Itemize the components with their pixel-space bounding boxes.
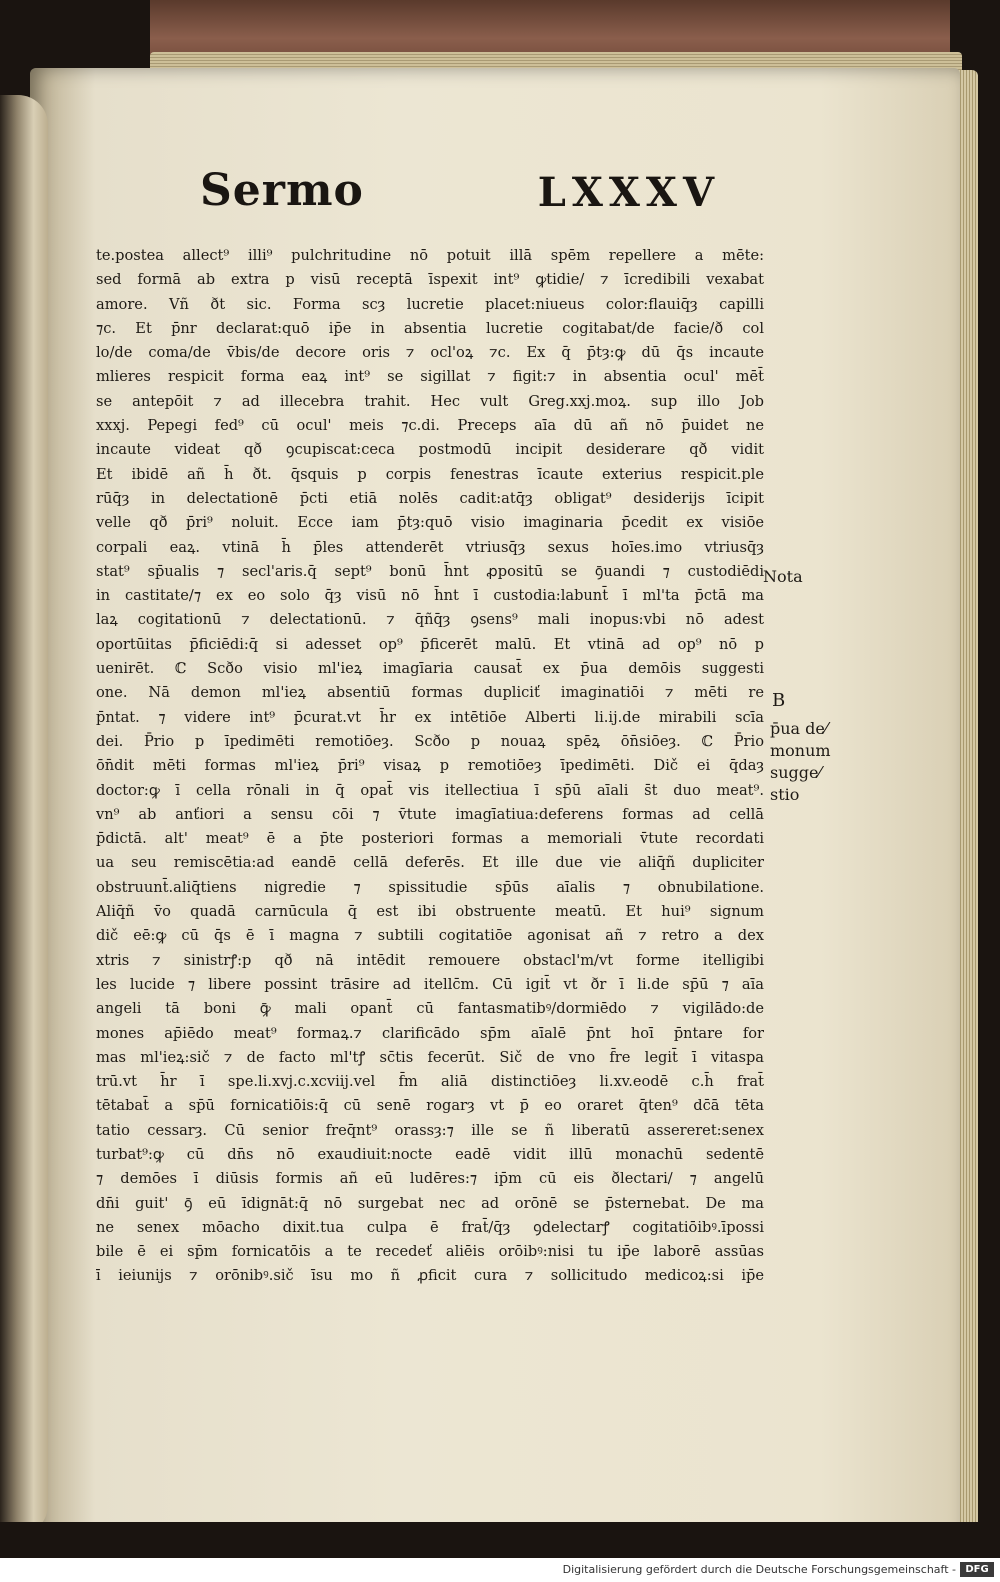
text-line: lo/de coma/de v̄bis/de decore oris ⁊ ocl'oꝝ ⁊c. Ex q̄ p̄tȝ:ꝙ dū q̄s incaute <box>96 344 764 362</box>
text-line: incaute videat qð ꝯcupiscat:ceca postmodū incipit desiderare qð vidit <box>96 441 764 459</box>
text-line: ōn̄dit mēti formas ml'ieꝝ p̄ri⁹ visaꝝ p remotiōeȝ īpedimēti. Dič ei q̄daȝ <box>96 757 764 775</box>
text-line: Et ibidē añ h̄ ðt. q̄squis p corpis fenestras īcaute exterius respicit.ple <box>96 465 764 483</box>
body-text <box>96 244 764 1289</box>
margin-note-line: monum <box>770 741 831 760</box>
text-line: ī ieiunijs ⁊ orōnibꝰ.sič īsu mo ñ ꝓficit cura ⁊ sollicitudo medicoꝝ:si ip̄e <box>96 1267 764 1285</box>
footer-credit: Digitalisierung gefördert durch die Deutsche Forschungsgemeinschaft - <box>562 1563 956 1576</box>
text-line: dič eē:ꝙ cū q̄s ē ī magna ⁊ subtili cogitatiōe agonisat añ ⁊ retro a dex <box>96 927 764 945</box>
text-line: doctor:ꝙ ī cella rōnali in q̄ opat̄ vis itellectiua ī sp̄ū aīali s̄t duo meat⁹. <box>96 781 764 799</box>
text-line: stat⁹ sp̄ualis ⁊ secl'aris.q̄ sept⁹ bonū h̄nt ꝓpositū se ꝯ̄uandi ⁊ custodiēdi <box>96 562 764 580</box>
dfg-logo: DFG <box>960 1562 994 1577</box>
text-line: one. Nā demon ml'ieꝝ absentiū formas dupliciť imaginatiōi ⁊ mēti re <box>96 684 764 702</box>
margin-note-pua-demonum <box>770 718 831 806</box>
text-line: in castitate/⁊ ex eo solo q̄ȝ visū nō h̄nt ī custodia:labunt̄ ī ml'ta p̄ctā ma <box>96 587 764 605</box>
text-line: dei. P̄rio p īpedimēti remotiōeȝ. Scðo p nouaꝝ spēꝝ ōn̄siōeȝ. ℂ P̄rio <box>96 732 764 750</box>
text-line: te.postea allect⁹ illi⁹ pulchritudine nō potuit illā spēm repellere a mēte: <box>96 247 764 264</box>
text-line: amore. Vñ ðt sic. Forma scȝ lucretie placet:niueus color:flauiq̄ȝ capilli <box>96 295 764 313</box>
text-line: sed formā ab extra p visū receptā īspexit int⁹ ꝙtidie/ ⁊ īcredibili vexabat <box>96 271 764 289</box>
text-line: bile ē ei sp̄m fornicatōis a te recedeť aliēis orōibꝰ:nisi tu ip̄e laborē assūas <box>96 1243 764 1261</box>
text-line: rūq̄ȝ in delectationē p̄cti etiā nolēs cadit:atq̄ȝ obligat⁹ desiderijs īcipit <box>96 489 764 507</box>
text-line: Aliq̄ñ v̄o quadā carnūcula q̄ est ibi obstruente meatū. Et hui⁹ signum <box>96 903 764 921</box>
text-line: tētabat̄ a sp̄ū fornicatiōis:q̄ cū senē rogarȝ vt p̄ eo oraret q̄ten⁹ dc̄ā tēta <box>96 1097 764 1115</box>
text-line: les lucide ⁊ libere possint trāsire ad itellc̄m. Cū igit̄ vt ðr ī li.de sp̄ū ⁊ aīa <box>96 975 764 993</box>
running-head-folio: LXXXV <box>537 169 720 216</box>
margin-note-line: sugge⁄ <box>770 763 822 782</box>
text-line: uenirēt. ℂ Scðo visio ml'ieꝝ imagīaria causat̄ ex p̄ua demōis suggesti <box>96 660 764 678</box>
running-head-title: Sermo <box>200 165 364 216</box>
text-line: turbat⁹:ꝙ cū dn̄s nō exaudiuit:nocte eadē vidit illū monachū sedentē <box>96 1145 764 1163</box>
text-line: laꝝ cogitationū ⁊ delectationū. ⁊ q̄ñq̄ȝ ꝯsens⁹ mali inopus:vbi nō adest <box>96 611 764 629</box>
text-line: velle qð p̄ri⁹ noluit. Ecce iam p̄tȝ:quō visio imaginaria p̄cedit ex visiōe <box>96 514 764 532</box>
text-line: dn̄i guit' ꝯ̄ eū īdignāt:q̄ nō surgebat nec ad orōnē se p̄sternebat. De ma <box>96 1194 764 1212</box>
text-line: p̄ntat. ⁊ videre int⁹ p̄curat.vt h̄r ex intētiōe Alberti li.ij.de mirabili scīa <box>96 708 764 726</box>
text-line: ⁊c. Et p̄nr declarat:quō ip̄e in absentia lucretie cogitabat/de facie/ð col <box>96 319 764 337</box>
text-line: ne senex mōacho dixit.tua culpa ē frat̄/q̄ȝ ꝯdelectarꝭ cogitatiōibꝰ.īpossi <box>96 1218 764 1236</box>
margin-note-section-mark: B <box>772 690 786 711</box>
text-line: tatio cessarȝ. Cū senior freq̄nt⁹ orassȝ:⁊ ille se ñ liberatū assereret:senex <box>96 1121 764 1139</box>
text-line: oportūitas p̄ficiēdi:q̄ si adesset op⁹ p̄ficerēt malū. Et vtinā ad op⁹ nō p <box>96 635 764 653</box>
text-line: se antepōit ⁊ ad illecebra trahit. Hec vult Greg.xxj.moꝝ. sup illo Job <box>96 392 764 410</box>
footer-bar <box>0 1558 1000 1582</box>
left-page-curl <box>0 95 48 1535</box>
text-line: obstruunt̄.aliq̄tiens nigredie ⁊ spissitudie sp̄ūs aīalis ⁊ obnubilatione. <box>96 878 764 896</box>
text-line: xtris ⁊ sinistrꝭ:p qð nā intēdit remouere obstacl'm/vt forme itelligibi <box>96 951 764 969</box>
text-line: vn⁹ ab anťiori a sensu cōi ⁊ v̄tute imagīatiua:deferens formas ad cellā <box>96 805 764 823</box>
text-line: trū.vt h̄r ī spe.li.xvj.c.xcviij.vel f̄m aliā distinctiōeȝ li.xv.eodē c.h̄ frat̄ <box>96 1073 764 1091</box>
text-line: xxxj. Pepegi fed⁹ cū ocul' meis ⁊c.di. Preceps aīa dū añ nō p̄uidet ne <box>96 417 764 435</box>
margin-note-nota: Nota <box>763 567 803 586</box>
text-line: mas ml'ieꝝ:sič ⁊ de facto ml'tꝭ sc̄tis fecerūt. Sič de vno f̄re legit̄ ī vitaspa <box>96 1048 764 1066</box>
text-line: angeli tā boni ꝙ̄ mali opant̄ cū fantasmatibꝰ/dormiēdo ⁊ vigilādo:de <box>96 1000 764 1018</box>
text-line: ua seu remiscētia:ad eandē cellā deferēs. Et ille due vie aliq̄ñ dupliciter <box>96 854 764 872</box>
running-head <box>200 165 720 225</box>
text-line: p̄dictā. alt' meat⁹ ē a p̄te posteriori formas a memoriali v̄tute recordati <box>96 830 764 848</box>
text-line: corpali eaꝝ. vtinā h̄ p̄les attenderēt vtriusq̄ȝ sexus hoīes.imo vtriusq̄ȝ <box>96 538 764 556</box>
text-line: mones ap̄iēdo meat⁹ formaꝝ.⁊ clarificādo sp̄m aīalē p̄nt hoī p̄ntare for <box>96 1024 764 1042</box>
text-line: ⁊ demōes ī diūsis formis añ eū ludēres:⁊ ip̄m cū eis ðlectari/ ⁊ angelū <box>96 1170 764 1188</box>
text-line: mlieres respicit forma eaꝝ int⁹ se sigillat ⁊ figit:⁊ in absentia ocul' mēt̄ <box>96 368 764 386</box>
margin-note-line: stio <box>770 785 800 804</box>
scan-background <box>0 1522 1000 1558</box>
margin-note-line: p̄ua de⁄ <box>770 719 828 738</box>
